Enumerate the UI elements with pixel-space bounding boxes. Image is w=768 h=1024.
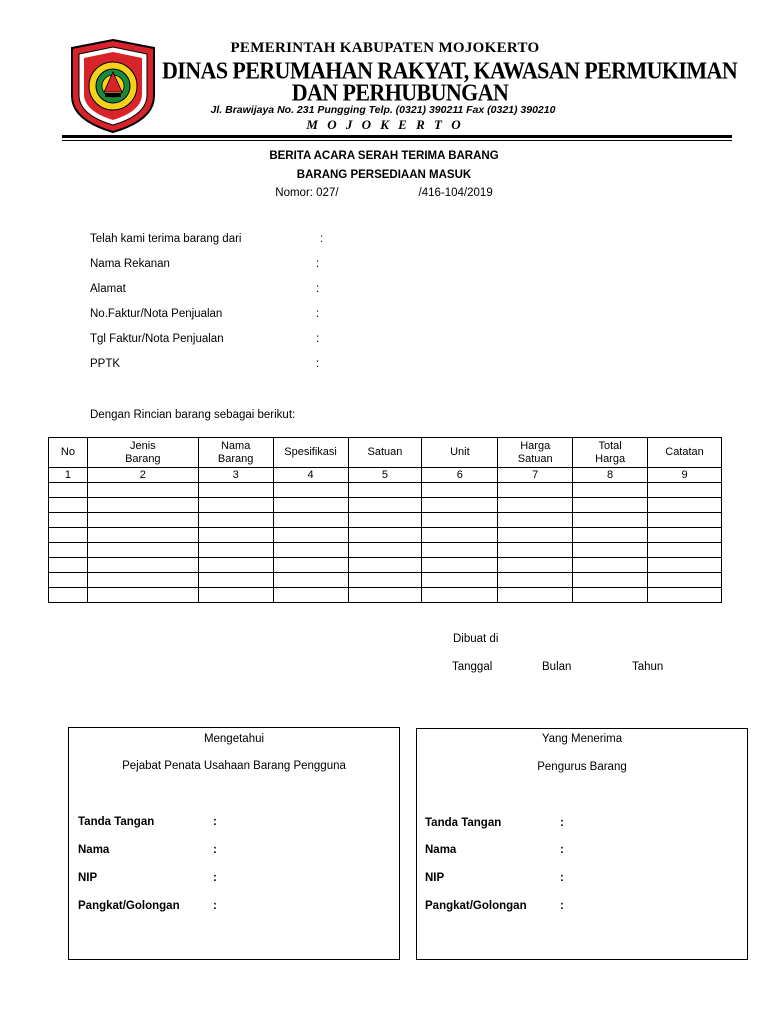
table-cell [498, 498, 573, 513]
table-cell [273, 543, 348, 558]
month-label: Bulan [542, 661, 572, 673]
document-subtitle: BARANG PERSEDIAAN MASUK [296, 169, 472, 181]
table-cell [422, 588, 498, 603]
table-cell [422, 483, 498, 498]
table-cell [573, 513, 648, 528]
table-cell [498, 588, 573, 603]
table-cell [87, 483, 198, 498]
field-colon: : [316, 333, 320, 345]
column-number: 6 [422, 468, 498, 483]
field-colon: : [316, 308, 320, 320]
column-number-row [49, 468, 722, 483]
signature-box-role: Pengurus Barang [537, 761, 627, 773]
field-colon: : [316, 258, 320, 270]
table-cell [422, 573, 498, 588]
table-cell [648, 528, 722, 543]
table-cell [498, 543, 573, 558]
letterhead-rule-thick [62, 135, 732, 138]
table-cell [49, 543, 88, 558]
table-cell [422, 513, 498, 528]
document-title: BERITA ACARA SERAH TERIMA BARANG [269, 150, 499, 162]
table-cell [573, 483, 648, 498]
table-cell [648, 498, 722, 513]
field-colon: : [320, 233, 324, 245]
table-cell [422, 543, 498, 558]
table-cell [648, 588, 722, 603]
signature-box-title: Mengetahui [203, 733, 265, 745]
table-cell [273, 483, 348, 498]
table-cell [49, 573, 88, 588]
table-cell [198, 573, 273, 588]
column-number: 9 [648, 468, 722, 483]
table-cell [87, 543, 198, 558]
column-number: 5 [348, 468, 422, 483]
table-cell [87, 588, 198, 603]
field-label: Telah kami terima barang dari [90, 233, 242, 245]
year-label: Tahun [632, 661, 664, 673]
signature-field-label: Nama [425, 844, 457, 856]
table-cell [198, 483, 273, 498]
signature-field-colon: : [213, 872, 217, 884]
table-cell [198, 513, 273, 528]
table-cell [87, 498, 198, 513]
header-total-harga: Total Harga [573, 438, 648, 468]
column-number: 3 [198, 468, 273, 483]
header-jenis-barang: Jenis Barang [87, 438, 198, 468]
table-cell [348, 513, 422, 528]
table-cell [498, 558, 573, 573]
table-cell [573, 528, 648, 543]
field-label: PPTK [90, 358, 121, 370]
signature-box-receiver [416, 728, 748, 960]
field-colon: : [316, 283, 320, 295]
signature-field-colon: : [560, 844, 564, 856]
column-number: 2 [87, 468, 198, 483]
signature-box-acknowledged [68, 727, 400, 960]
table-cell [648, 543, 722, 558]
table-cell [198, 528, 273, 543]
signature-field-label: Nama [78, 844, 110, 856]
table-cell [273, 558, 348, 573]
field-colon: : [316, 358, 320, 370]
table-row [49, 528, 722, 543]
header-spesifikasi: Spesifikasi [273, 438, 348, 468]
table-cell [198, 543, 273, 558]
signature-box-title: Yang Menerima [541, 733, 623, 745]
header-satuan: Satuan [348, 438, 422, 468]
table-cell [198, 558, 273, 573]
table-cell [648, 513, 722, 528]
table-row [49, 483, 722, 498]
table-cell [87, 558, 198, 573]
signature-field-label: Tanda Tangan [78, 816, 155, 828]
table-cell [648, 573, 722, 588]
table-row [49, 588, 722, 603]
table-cell [498, 513, 573, 528]
table-cell [422, 558, 498, 573]
signature-box-role: Pejabat Penata Usahaan Barang Pengguna [122, 760, 346, 772]
created-at-label: Dibuat di [453, 633, 499, 645]
signature-field-label: NIP [78, 872, 98, 884]
field-label: No.Faktur/Nota Penjualan [90, 308, 223, 320]
table-cell [573, 543, 648, 558]
table-cell [49, 588, 88, 603]
table-cell [49, 513, 88, 528]
table-row [49, 513, 722, 528]
number-suffix: /416-104/2019 [418, 187, 493, 199]
table-row [49, 543, 722, 558]
signature-field-label: Tanda Tangan [425, 817, 502, 829]
table-cell [198, 498, 273, 513]
table-cell [348, 543, 422, 558]
table-cell [87, 528, 198, 543]
table-cell [49, 558, 88, 573]
field-label: Nama Rekanan [90, 258, 170, 270]
mojokerto-crest-icon [68, 38, 158, 134]
table-cell [648, 558, 722, 573]
table-row [49, 498, 722, 513]
signature-field-colon: : [560, 872, 564, 884]
table-cell [49, 483, 88, 498]
table-cell [273, 513, 348, 528]
signature-field-label: Pangkat/Golongan [78, 900, 180, 912]
table-cell [348, 588, 422, 603]
table-cell [273, 573, 348, 588]
header-harga-satuan: Harga Satuan [498, 438, 573, 468]
table-cell [49, 498, 88, 513]
table-cell [573, 498, 648, 513]
field-label: Tgl Faktur/Nota Penjualan [90, 333, 224, 345]
table-cell [198, 588, 273, 603]
table-cell [348, 558, 422, 573]
table-cell [573, 588, 648, 603]
table-intro: Dengan Rincian barang sebagai berikut: [90, 409, 296, 421]
table-row [49, 558, 722, 573]
column-number: 4 [273, 468, 348, 483]
table-cell [573, 558, 648, 573]
table-cell [422, 528, 498, 543]
table-cell [648, 483, 722, 498]
letterhead-rule-thin [62, 140, 732, 141]
table-cell [87, 573, 198, 588]
items-table [48, 437, 722, 603]
table-cell [49, 528, 88, 543]
signature-field-colon: : [213, 844, 217, 856]
header-catatan: Catatan [648, 438, 722, 468]
table-cell [348, 528, 422, 543]
header-no: No [49, 438, 88, 468]
column-number: 1 [49, 468, 88, 483]
table-cell [348, 498, 422, 513]
signature-field-colon: : [560, 817, 564, 829]
table-cell [573, 573, 648, 588]
table-cell [273, 528, 348, 543]
table-header-row [49, 438, 722, 468]
table-cell [498, 483, 573, 498]
table-cell [422, 498, 498, 513]
signature-field-label: Pangkat/Golongan [425, 900, 527, 912]
table-cell [273, 588, 348, 603]
table-cell [87, 513, 198, 528]
signature-field-colon: : [560, 900, 564, 912]
letterhead-government: PEMERINTAH KABUPATEN MOJOKERTO [230, 40, 540, 56]
letterhead-city: M O J O K E R T O [306, 117, 464, 132]
table-cell [348, 573, 422, 588]
signature-field-label: NIP [425, 872, 445, 884]
letterhead-address: Jl. Brawijaya No. 231 Pungging Telp. (0321) 390211 Fax (0321) 390210 [210, 104, 556, 116]
column-number: 8 [573, 468, 648, 483]
header-unit: Unit [422, 438, 498, 468]
table-row [49, 573, 722, 588]
letterhead-agency: DINAS PERUMAHAN RAKYAT, KAWASAN PERMUKIMAN [162, 56, 738, 85]
document-number [184, 187, 584, 199]
table-cell [498, 528, 573, 543]
table-cell [348, 483, 422, 498]
table-cell [498, 573, 573, 588]
table-cell [273, 498, 348, 513]
date-label: Tanggal [452, 661, 493, 673]
column-number: 7 [498, 468, 573, 483]
signature-field-colon: : [213, 900, 217, 912]
header-nama-barang: Nama Barang [198, 438, 273, 468]
field-label: Alamat [90, 283, 126, 295]
number-prefix: Nomor: 027/ [275, 187, 339, 199]
letterhead-agency-cont: DAN PERHUBUNGAN [291, 78, 509, 107]
signature-field-colon: : [213, 816, 217, 828]
